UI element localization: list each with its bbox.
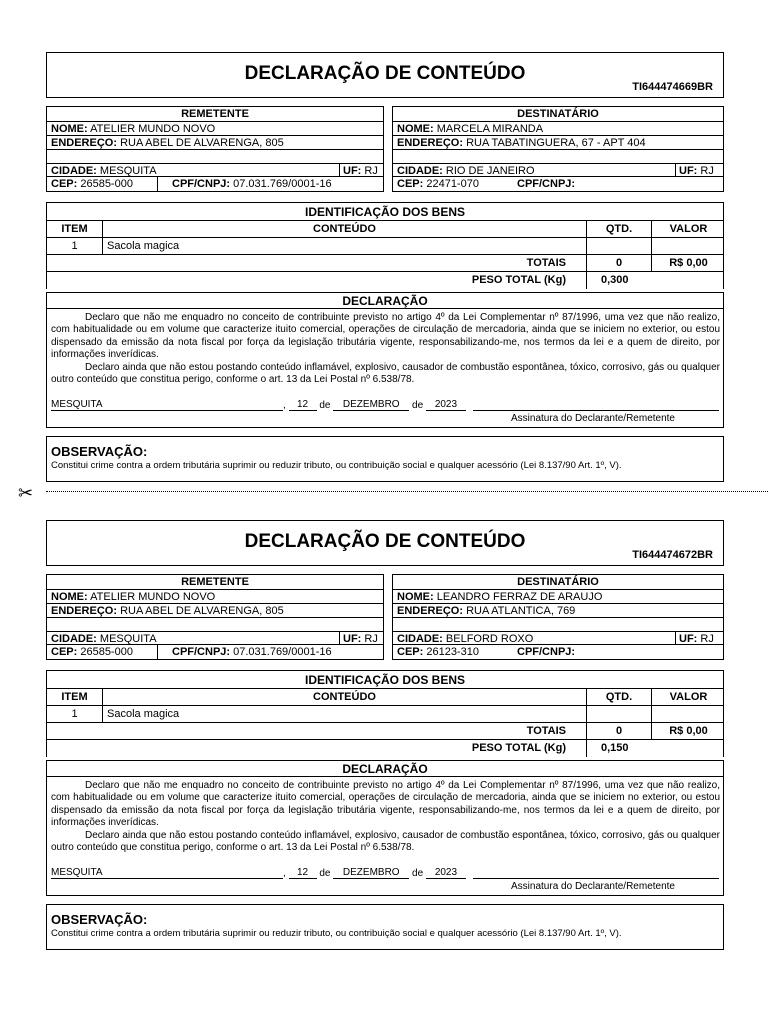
- address-label: ENDEREÇO:: [51, 605, 118, 617]
- year-field: 2023: [426, 399, 466, 411]
- recipient-box: [392, 574, 724, 660]
- totals-qty: 0: [586, 255, 651, 271]
- goods-title: IDENTIFICAÇÃO DOS BENS: [47, 203, 723, 221]
- sender-cpf-cell: [157, 177, 332, 191]
- declaration-paragraph-2: Declaro ainda que não estou postando conteúdo inflamável, explosivo, causador de combustão espontânea, tóxico, corrosivo, gás ou qualquer outro conteúdo que constitua perigo, conforme o art. 13 da Lei Postal nº 6.538/78.: [51, 361, 720, 386]
- blank-row: [393, 150, 723, 163]
- sender-header: REMETENTE: [47, 107, 383, 122]
- form-title: DECLARAÇÃO DE CONTEÚDO: [244, 531, 526, 552]
- recipient-cpf-cell: [493, 645, 575, 659]
- recipient-header: DESTINATÁRIO: [393, 575, 723, 590]
- totals-label: TOTAIS: [526, 257, 566, 269]
- observation-box: [46, 904, 724, 950]
- qty-header: QTD.: [586, 221, 651, 237]
- place-field: MESQUITA: [51, 867, 283, 879]
- value-header: VALOR: [651, 689, 725, 705]
- sender-address-row: [47, 604, 383, 618]
- goods-title: IDENTIFICAÇÃO DOS BENS: [47, 671, 723, 689]
- cep-label: CEP:: [397, 178, 424, 190]
- goods-table: [46, 202, 724, 289]
- year-field: 2023: [426, 867, 466, 879]
- cpf-label: CPF/CNPJ:: [172, 178, 231, 190]
- totals-label: TOTAIS: [526, 725, 566, 737]
- item-value: [651, 706, 725, 722]
- weight-label: PESO TOTAL (Kg): [471, 742, 566, 754]
- month-field: DEZEMBRO: [333, 867, 409, 879]
- sender-city: MESQUITA: [99, 165, 157, 177]
- sender-cep-row: [47, 645, 383, 659]
- form-title: DECLARAÇÃO DE CONTEÚDO: [244, 63, 526, 84]
- recipient-city: BELFORD ROXO: [445, 633, 534, 645]
- uf-label: UF:: [343, 633, 362, 645]
- cpf-label: CPF/CNPJ:: [517, 646, 576, 658]
- dotted-divider: [46, 491, 768, 492]
- recipient-uf: RJ: [700, 633, 714, 645]
- recipient-city-row: [393, 163, 723, 177]
- observation-title: OBSERVAÇÃO:: [51, 912, 148, 927]
- sender-address-row: [47, 136, 383, 150]
- city-label: CIDADE:: [397, 633, 443, 645]
- form-header: [46, 52, 724, 98]
- recipient-city: RIO DE JANEIRO: [445, 165, 535, 177]
- name-label: NOME:: [51, 591, 88, 603]
- declaration-title: DECLARAÇÃO: [47, 761, 723, 777]
- recipient-box: [392, 106, 724, 192]
- recipient-name-row: [393, 122, 723, 136]
- declaration-text: [47, 777, 723, 854]
- sender-name-row: [47, 122, 383, 136]
- sender-uf: RJ: [364, 165, 378, 177]
- table-row: [47, 238, 723, 255]
- cpf-label: CPF/CNPJ:: [172, 646, 231, 658]
- sender-address: RUA ABEL DE ALVARENGA, 805: [120, 137, 284, 149]
- recipient-uf-cell: [675, 164, 714, 176]
- goods-header-row: [47, 689, 723, 706]
- observation-box: [46, 436, 724, 482]
- item-qty: [586, 706, 651, 722]
- date-preposition: de: [319, 868, 331, 879]
- content-declaration-form: [46, 520, 724, 939]
- sender-uf: RJ: [364, 633, 378, 645]
- sender-address: RUA ABEL DE ALVARENGA, 805: [120, 605, 284, 617]
- recipient-uf-cell: [675, 632, 714, 644]
- content-header: CONTEÚDO: [102, 221, 586, 237]
- uf-label: UF:: [343, 165, 362, 177]
- recipient-cep: 26123-310: [426, 646, 479, 658]
- name-label: NOME:: [397, 123, 434, 135]
- sender-city: MESQUITA: [99, 633, 157, 645]
- date-preposition: de: [412, 400, 424, 411]
- sender-cep-row: [47, 177, 383, 191]
- cut-line: [18, 483, 768, 503]
- observation-text: Constitui crime contra a ordem tributária suprimir ou reduzir tributo, ou contribuição social e qualquer acessório (Lei 8.137/90 Art. 1º, V).: [51, 460, 622, 471]
- sender-uf-cell: [339, 632, 378, 644]
- weight-label: PESO TOTAL (Kg): [471, 274, 566, 286]
- observation-title: OBSERVAÇÃO:: [51, 444, 148, 459]
- sender-city-row: [47, 631, 383, 645]
- address-label: ENDEREÇO:: [397, 137, 464, 149]
- form-header: [46, 520, 724, 566]
- item-number: 1: [71, 708, 78, 720]
- item-value: [651, 238, 725, 254]
- recipient-name: LEANDRO FERRAZ DE ARAUJO: [436, 591, 603, 603]
- item-header: ITEM: [61, 691, 88, 703]
- name-label: NOME:: [51, 123, 88, 135]
- totals-value: R$ 0,00: [651, 255, 725, 271]
- sender-uf-cell: [339, 164, 378, 176]
- recipient-name-row: [393, 590, 723, 604]
- totals-qty: 0: [586, 723, 651, 739]
- empty-cell: [47, 255, 102, 271]
- totals-row: [47, 255, 723, 272]
- item-content: Sacola magica: [102, 706, 586, 722]
- recipient-name: MARCELA MIRANDA: [436, 123, 544, 135]
- place-date-line: MESQUITA , 12 de DEZEMBRO de 2023: [51, 399, 717, 413]
- scissors-icon: ✂: [18, 483, 34, 503]
- empty-cell: [47, 723, 102, 739]
- date-preposition: de: [319, 400, 331, 411]
- sender-city-row: [47, 163, 383, 177]
- recipient-cpf-cell: [493, 177, 575, 191]
- total-weight: 0,150: [586, 740, 651, 757]
- recipient-address-row: [393, 604, 723, 618]
- declaration-title: DECLARAÇÃO: [47, 293, 723, 309]
- tracking-code: TI644474669BR: [632, 81, 713, 93]
- recipient-cep-row: [393, 645, 723, 659]
- tracking-code: TI644474672BR: [632, 549, 713, 561]
- cpf-label: CPF/CNPJ:: [517, 178, 576, 190]
- signature-caption: Assinatura do Declarante/Remetente: [511, 413, 675, 424]
- blank-row: [47, 150, 383, 163]
- recipient-city-row: [393, 631, 723, 645]
- uf-label: UF:: [679, 633, 698, 645]
- place-date-line: MESQUITA , 12 de DEZEMBRO de 2023: [51, 867, 717, 881]
- date-preposition: de: [412, 868, 424, 879]
- cep-label: CEP:: [51, 646, 78, 658]
- sender-cep: 26585-000: [80, 646, 133, 658]
- city-label: CIDADE:: [397, 165, 443, 177]
- signature-line: [473, 399, 719, 411]
- city-label: CIDADE:: [51, 633, 97, 645]
- sender-header: REMETENTE: [47, 575, 383, 590]
- item-number: 1: [71, 240, 78, 252]
- name-label: NOME:: [397, 591, 434, 603]
- cep-label: CEP:: [51, 178, 78, 190]
- sender-box: [46, 106, 384, 192]
- value-header: VALOR: [651, 221, 725, 237]
- sender-box: [46, 574, 384, 660]
- declaration-paragraph-2: Declaro ainda que não estou postando conteúdo inflamável, explosivo, causador de combustão espontânea, tóxico, corrosivo, gás ou qualquer outro conteúdo que constitua perigo, conforme o art. 13 da Lei Postal nº 6.538/78.: [51, 829, 720, 854]
- content-declaration-form: [46, 52, 724, 471]
- recipient-address: RUA TABATINGUERA, 67 - APT 404: [466, 137, 646, 149]
- signature-caption: Assinatura do Declarante/Remetente: [511, 881, 675, 892]
- item-header: ITEM: [61, 223, 88, 235]
- observation-text: Constitui crime contra a ordem tributária suprimir ou reduzir tributo, ou contribuição social e qualquer acessório (Lei 8.137/90 Art. 1º, V).: [51, 928, 622, 939]
- goods-table: [46, 670, 724, 757]
- recipient-uf: RJ: [700, 165, 714, 177]
- sender-name: ATELIER MUNDO NOVO: [90, 591, 216, 603]
- declaration-paragraph-1: Declaro que não me enquadro no conceito de contribuinte previsto no artigo 4º da Lei Complementar nº 87/1996, uma vez que não realizo, com habitualidade ou em volume que caracterize ituito comercial, operações de circulação de mercadoria, ainda que se iniciem no exterior, ou estou dispensado da emissão da nota fiscal por força da legislação tributária vigente, responsabilizando-me, nos termos da lei e a quem de direito, por informações inverídicas.: [51, 780, 720, 829]
- sender-cpf: 07.031.769/0001-16: [233, 178, 332, 190]
- goods-header-row: [47, 221, 723, 238]
- cep-label: CEP:: [397, 646, 424, 658]
- item-qty: [586, 238, 651, 254]
- signature-line: [473, 867, 719, 879]
- weight-row: [47, 272, 723, 289]
- recipient-address-row: [393, 136, 723, 150]
- place-field: MESQUITA: [51, 399, 283, 411]
- day-field: 12: [289, 399, 317, 411]
- content-header: CONTEÚDO: [102, 689, 586, 705]
- weight-row: [47, 740, 723, 757]
- qty-header: QTD.: [586, 689, 651, 705]
- sender-cpf-cell: [157, 645, 332, 659]
- declaration-box: [46, 292, 724, 428]
- recipient-cep: 22471-070: [426, 178, 479, 190]
- blank-row: [47, 618, 383, 631]
- sender-name: ATELIER MUNDO NOVO: [90, 123, 216, 135]
- totals-value: R$ 0,00: [651, 723, 725, 739]
- month-field: DEZEMBRO: [333, 399, 409, 411]
- recipient-cep-row: [393, 177, 723, 191]
- recipient-address: RUA ATLANTICA, 769: [466, 605, 576, 617]
- sender-cep: 26585-000: [80, 178, 133, 190]
- sender-cpf: 07.031.769/0001-16: [233, 646, 332, 658]
- uf-label: UF:: [679, 165, 698, 177]
- declaration-paragraph-1: Declaro que não me enquadro no conceito de contribuinte previsto no artigo 4º da Lei Complementar nº 87/1996, uma vez que não realizo, com habitualidade ou em volume que caracterize ituito comercial, operações de circulação de mercadoria, ainda que se iniciem no exterior, ou estou dispensado da emissão da nota fiscal por força da legislação tributária vigente, responsabilizando-me, nos termos da lei e a quem de direito, por informações inverídicas.: [51, 312, 720, 361]
- address-label: ENDEREÇO:: [51, 137, 118, 149]
- sender-name-row: [47, 590, 383, 604]
- recipient-header: DESTINATÁRIO: [393, 107, 723, 122]
- day-field: 12: [289, 867, 317, 879]
- totals-row: [47, 723, 723, 740]
- blank-row: [393, 618, 723, 631]
- table-row: [47, 706, 723, 723]
- declaration-text: [47, 309, 723, 386]
- declaration-box: [46, 760, 724, 896]
- address-label: ENDEREÇO:: [397, 605, 464, 617]
- item-content: Sacola magica: [102, 238, 586, 254]
- total-weight: 0,300: [586, 272, 651, 289]
- city-label: CIDADE:: [51, 165, 97, 177]
